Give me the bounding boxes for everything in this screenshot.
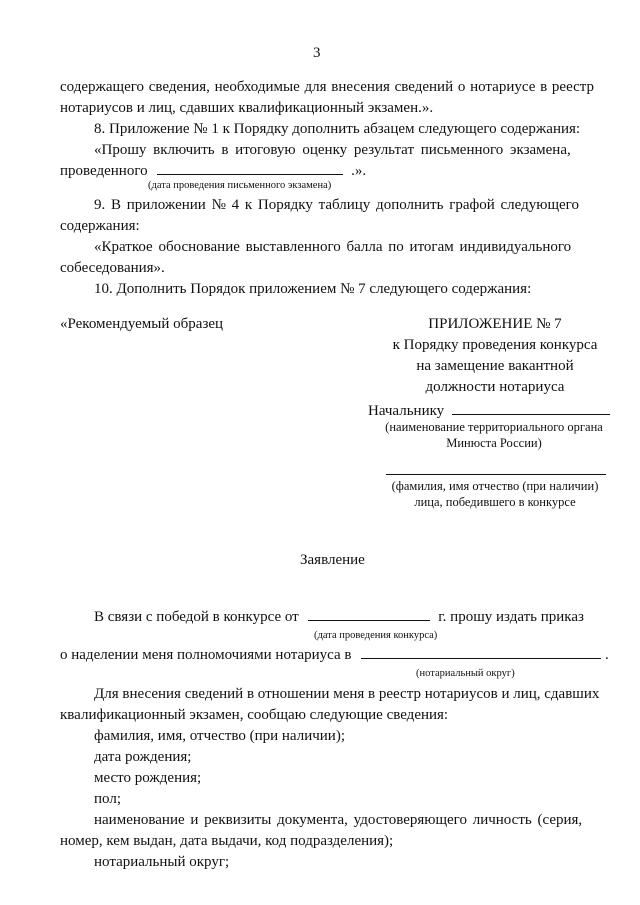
appendix-subtitle: на замещение вакантной (416, 358, 574, 374)
item-9-quote: «Краткое обоснование выставленного балла по итогам индивидуального (94, 239, 572, 255)
item-8-quote-start: проведенного (60, 163, 148, 179)
appendix-title: ПРИЛОЖЕНИЕ № 7 (428, 316, 562, 332)
list-item: номер, кем выдан, дата выдачи, код подразделения); (60, 833, 394, 849)
sample-label: «Рекомендуемый образец (60, 316, 224, 332)
notary-district-caption: (нотариальный округ) (416, 668, 515, 679)
item-9-quote: собеседования». (60, 260, 165, 276)
item-9: содержания: (60, 218, 140, 234)
contest-date-caption: (дата проведения конкурса) (314, 630, 438, 641)
list-item: наименование и реквизиты документа, удостоверяющего личность (серия, (94, 812, 583, 828)
statement-text: о наделении меня полномочиями нотариуса в (60, 647, 352, 663)
addressee-caption: (наименование территориального органа (385, 420, 603, 434)
contest-date-blank-line (308, 608, 430, 621)
sender-caption: лица, победившего в конкурсе (414, 495, 576, 509)
statement-text: г. прошу издать приказ (438, 609, 584, 625)
date-blank-line (157, 162, 343, 175)
item-8-quote: «Прошу включить в итоговую оценку результат письменного экзамена, (94, 142, 571, 158)
list-item: фамилия, имя, отчество (при наличии); (94, 728, 345, 744)
list-item: место рождения; (94, 770, 202, 786)
statement-line-3: Для внесения сведений в отношении меня в реестр нотариусов и лиц, сдавших (94, 686, 600, 702)
item-9: 9. В приложении № 4 к Порядку таблицу дополнить графой следующего (94, 197, 579, 213)
statement-text: . (605, 647, 609, 663)
item-8-quote (60, 162, 366, 180)
item-8-caption: (дата проведения письменного экзамена) (148, 180, 332, 191)
item-8-quote-end: .». (351, 163, 367, 179)
addressee-blank-line (452, 402, 610, 415)
page-number: 3 (313, 45, 321, 61)
list-item: нотариальный округ; (94, 854, 230, 870)
statement-text: В связи с победой в конкурсе от (94, 609, 299, 625)
addressee-caption: Минюста России) (446, 436, 542, 450)
addressee-label: Начальнику (368, 403, 445, 419)
item-10: 10. Дополнить Порядок приложением № 7 следующего содержания: (94, 281, 532, 297)
statement-title: Заявление (300, 552, 365, 568)
list-item: пол; (94, 791, 121, 807)
notary-district-blank-line (361, 646, 601, 659)
paragraph-line: содержащего сведения, необходимые для внесения сведений о нотариусе в реестр (60, 79, 595, 95)
paragraph-line: нотариусов и лиц, сдавших квалификационный экзамен.». (60, 100, 434, 116)
statement-line-1 (94, 608, 584, 626)
addressee (368, 402, 610, 420)
appendix-subtitle: должности нотариуса (425, 379, 565, 395)
list-item: дата рождения; (94, 749, 192, 765)
sender-caption: (фамилия, имя отчество (при наличии) (391, 479, 599, 493)
item-8: 8. Приложение № 1 к Порядку дополнить абзацем следующего содержания: (94, 121, 581, 137)
statement-line-2 (60, 646, 609, 664)
appendix-subtitle: к Порядку проведения конкурса (392, 337, 598, 353)
sender-blank-line (386, 462, 606, 475)
statement-line-4: квалификационный экзамен, сообщаю следующие сведения: (60, 707, 449, 723)
